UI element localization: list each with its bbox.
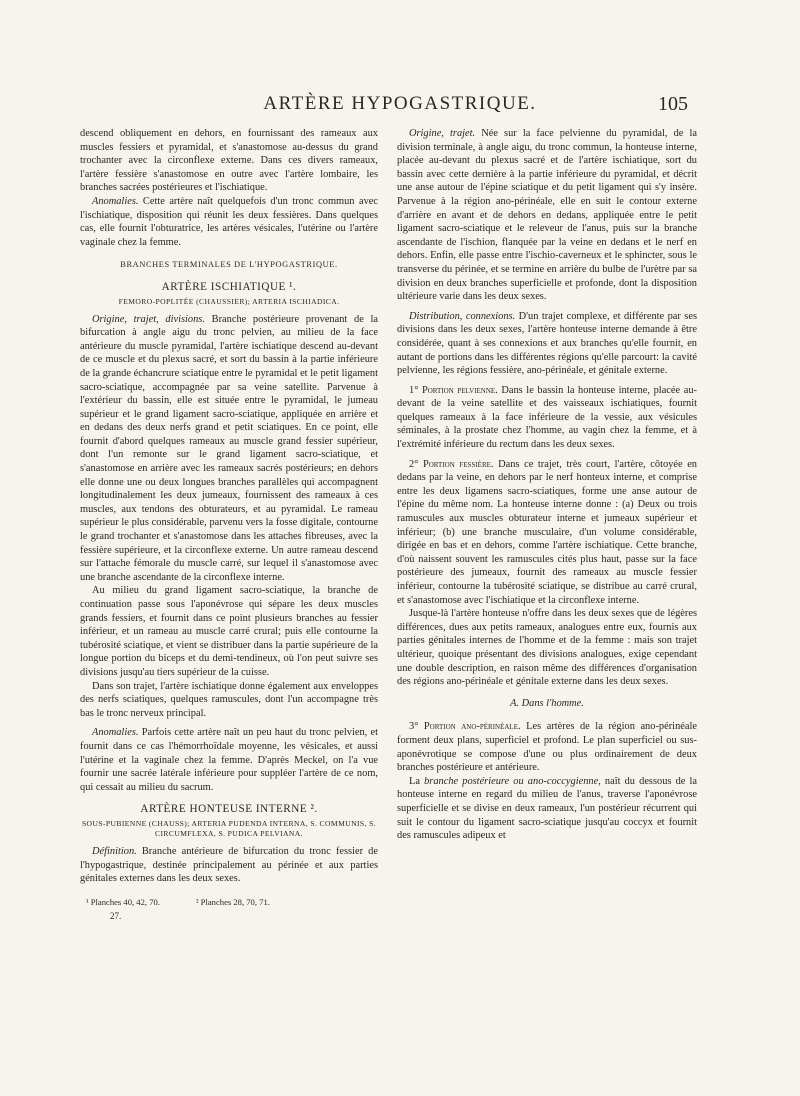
- paragraph-lead: Anomalies.: [92, 195, 139, 207]
- paragraph-lead: branche postérieure ou ano-coccygienne,: [424, 775, 601, 787]
- page-header: [0, 93, 800, 121]
- paragraph-text: Dans ce trajet, très court, l'artère, côtoyée en dedans par la veine, en dehors par le nerf honteux interne, et comprise entre les deux ligamens sacro-sciatiques, forme une anse autour de l'épine du même nom. La honteuse interne donne : (a) Deux ou trois ramuscules aux muscles obturateur interne et jumeaux supérieur et inférieur; (b) une branche musculaire, d'un volume considérable, dirigée en bas et en dehors, comme l'artère ischiatique. Cette branche, d'où naissent souvent les ramuscules cités plus haut, passe sur la face postérieure des jumeaux, fournit des rameaux au muscle fessier inférieur, contourne la tubérosité sciatique, se distribue au carré crural, et s'anastomose avec l'ischiatique et la circonflexe interne.: [397, 458, 698, 606]
- paragraph-lead: 1° Portion pelvienne.: [409, 384, 498, 396]
- paragraph: [80, 845, 378, 886]
- section-heading: BRANCHES TERMINALES DE L'HYPOGASTRIQUE.: [120, 260, 338, 270]
- paragraph-text: Branche antérieure de bifurcation du tronc fessier de l'hypogastrique, destinée principalement au périnée et aux parties génitales externes dans les deux sexes.: [80, 845, 378, 885]
- footnotes: [80, 896, 378, 910]
- paragraph-text: D'un trajet complexe, et différente par ses divisions dans les deux sexes, l'artère honteuse interne demande à être considérée, quant à ses connexions et aux branches qu'elle fournit, en autant de portions dans les différentes régions qu'elle parcourt: la cavité pelvienne, les régions fessière, ano-périnéale, et génitale externe.: [397, 310, 697, 377]
- paragraph: [397, 310, 697, 378]
- paragraph-lead: Origine, trajet.: [409, 128, 476, 139]
- paragraph: [397, 458, 697, 608]
- paragraph-text: Dans le bassin la honteuse interne, placée au-devant de la veine satellite et des vaisseaux ischiatiques, fournit quelques rameaux à la face inférieure de la vessie, aux vésicules séminales, à la prostate chez l'homme, au vagin chez la femme, et à l'extrémité inférieure du rectum dans les deux sexes.: [397, 384, 697, 451]
- paragraph: [397, 775, 697, 843]
- paragraph: [80, 313, 378, 585]
- paragraph-lead: 2° Portion fessière.: [409, 458, 494, 470]
- paragraph: [397, 384, 697, 452]
- paragraph: [80, 195, 378, 249]
- left-column: [80, 127, 378, 924]
- paragraph-lead: Anomalies.: [92, 727, 139, 739]
- paragraph-text: Cette artère naît quelquefois d'un tronc commun avec l'ischiatique, disposition qui réunit les deux fessières. Dans quelques cas, elle fournit l'obturatrice, les artères vésicales, l'utérine ou l'artère vaginale chez la femme.: [80, 195, 378, 248]
- paragraph-text: Branche postérieure provenant de la bifurcation à angle aigu du tronc pelvien, au milieu de la face antérieure du muscle pyramidal, l'artère ischiatique descend au-devant de ce muscle et du plexus sacré, et sort du bassin à la partie inférieure de la grande échancrure sciatique entre le pyramidal et le petit ligament sacro-sciatique, accompagnée par sa veine satellite. Parvenue à l'extérieur du bassin, elle est située entre le pyramidal, le jumeau supérieur et le grand ligament sacro-sciatique, appliquée en arrière et en dedans des deux nerfs grand et petit sciatiques. En ce point, elle fournit d'abord quelques rameaux au muscle grand fessier supérieur, dont l'un remonte sur le grand ligament sacro-sciatique, et s'anastomose en arrière avec les rameaux sacrés postérieurs; en dehors elle donne une ou deux longues branches parallèles qui accompagnent longitudinalement les deux jumeaux, fournissent des rameaux à ces muscles, aux tendons des obturateurs, et au pyramidal. Le rameau supérieur le plus considérable, parvenu vers la fosse digitale, contourne le grand trochanter et s'anastomose dans les attaches fibreuses, avec la fessière supérieure, et la circonflexe externe. Un autre rameau descend sur l'attache fémorale du muscle carré, sur lequel il s'anastomose avec une branche ascendante de la circonflexe interne.: [80, 313, 378, 583]
- section-title: ARTÈRE ISCHIATIQUE ¹.: [161, 280, 297, 293]
- paragraph: [80, 726, 378, 794]
- right-column: [397, 127, 697, 843]
- paragraph: Dans son trajet, l'artère ischiatique donne également aux enveloppes des nerfs sciatiques, quelques ramuscules, dont l'un accompagne très bas le tronc nerveux principal.: [80, 680, 378, 719]
- paragraph-lead: Définition.: [92, 845, 137, 857]
- synonym-line: FEMORO-POPLITÉE (CHAUSSIER); ARTERIA ISCHIADICA.: [118, 296, 340, 306]
- footnote: ² Planches 28, 70, 71.: [195, 896, 270, 907]
- section-title: ARTÈRE HONTEUSE INTERNE ².: [140, 803, 318, 816]
- paragraph-text: Les artères de la région ano-périnéale forment deux plans, superficiel et profond. Le plan superficiel ou sus-aponévrotique se compose d'une ou plus ordinairement de deux branches postérieure et antérieure.: [397, 721, 697, 774]
- paragraph: descend obliquement en dehors, en fournissant des rameaux aux muscles fessiers et pyramidal, et s'anastomose au-dessus du grand trochanter avec la circonflexe externe. Dans ces divers rameaux, l'artère fessière s'anastomose en outre avec l'artère lombaire, les branches sacrées postérieures et l'ischiatique.: [80, 128, 378, 194]
- page-number: 105: [658, 93, 688, 115]
- running-title: ARTÈRE HYPOGASTRIQUE.: [263, 93, 537, 114]
- paragraph: Jusque-là l'artère honteuse n'offre dans les deux sexes que de légères différences, dues aux petits rameaux, analogues entre eux, fournis aux parties génitales internes de l'homme et de la femme : mais son trajet ultérieur, quoique présentant des divisions analogues, exige cependant une double description, en raison même des différences d'organisation des régions ano-périnéale et génitale externe dans les deux sexes.: [397, 608, 697, 688]
- paragraph-text: Parfois cette artère naît un peu haut du tronc pelvien, et fournit dans ce cas l'hémorrhoïdale moyenne, les vésicales, et aussi l'utérine et la vaginale chez la femme. D'après Meckel, on l'a vue fournir une sacrée latérale inférieure pour suppléer l'artère de ce nom, qui cessait au milieu du sacrum.: [80, 727, 378, 793]
- signature-mark: 27.: [110, 911, 122, 922]
- paragraph-lead: Origine, trajet, divisions.: [92, 313, 205, 325]
- paragraph-lead: Distribution, connexions.: [409, 310, 516, 322]
- paragraph: Au milieu du grand ligament sacro-sciatique, la branche de continuation passe sous l'aponévrose qui sépare les deux muscles grands fessiers, et fournit dans ce point plusieurs branches au fessier inférieur, et un rameau au muscle carré crural; puis elle contourne la tubérosité sciatique, et vient se distribuer dans la partie supérieure de la longue portion du biceps et du demi-tendineux, où l'on peut suivre ses divisions jusqu'au tiers supérieur de la cuisse.: [80, 585, 378, 678]
- paragraph-text: naît du dessous de la honteuse interne en regard du milieu de l'anus, traverse l'aponévrose superficielle et se divise en deux rameaux, l'un postérieur récurrent qui suit le contour du ligament sacro-sciatique jusqu'au coccyx et fournit des ramuscules adipeux et: [397, 775, 697, 842]
- paragraph: [397, 127, 697, 304]
- synonym-line: SOUS-PUBIENNE (CHAUSS); ARTERIA PUDENDA INTERNA, S. COMMUNIS, S. CIRCUMFLEXA, S. PUDICA PELVIANA.: [81, 818, 377, 838]
- paragraph: [397, 720, 697, 774]
- paragraph-text: Née sur la face pelvienne du pyramidal, de la division terminale, à angle aigu, du tronc commun, la honteuse interne, placée au-devant du plexus sacré et de l'artère ischiatique, sort du bassin avec cette dernière à la partie inférieure du pyramidal, et décrit une anse autour de l'épine sciatique et du petit ligament qui s'y insère. Parvenue à la région ano-périnéale, elle en suit le contour externe d'arrière en avant et de dehors en dedans, appliquée entre le petit ligament sacro-sciatique et le releveur de l'anus, puis sur la branche ascendante de l'ischion, flanquée par la veine en dedans et le nerf en dehors. Enfin, elle passe entre l'ischio-caverneux et le sphincter, sous le transverse du périnée, et se termine en arrière du bulbe de l'urètre par sa division en deux branches superficielle et profonde, dont la disposition ultérieure varie dans les deux sexes.: [397, 128, 697, 303]
- subsection-title: A. Dans l'homme.: [510, 697, 584, 709]
- paragraph-lead: 3° Portion ano-périnéale.: [409, 721, 521, 733]
- paragraph-text: La: [409, 775, 425, 787]
- footnote: ¹ Planches 40, 42, 70.: [86, 896, 160, 907]
